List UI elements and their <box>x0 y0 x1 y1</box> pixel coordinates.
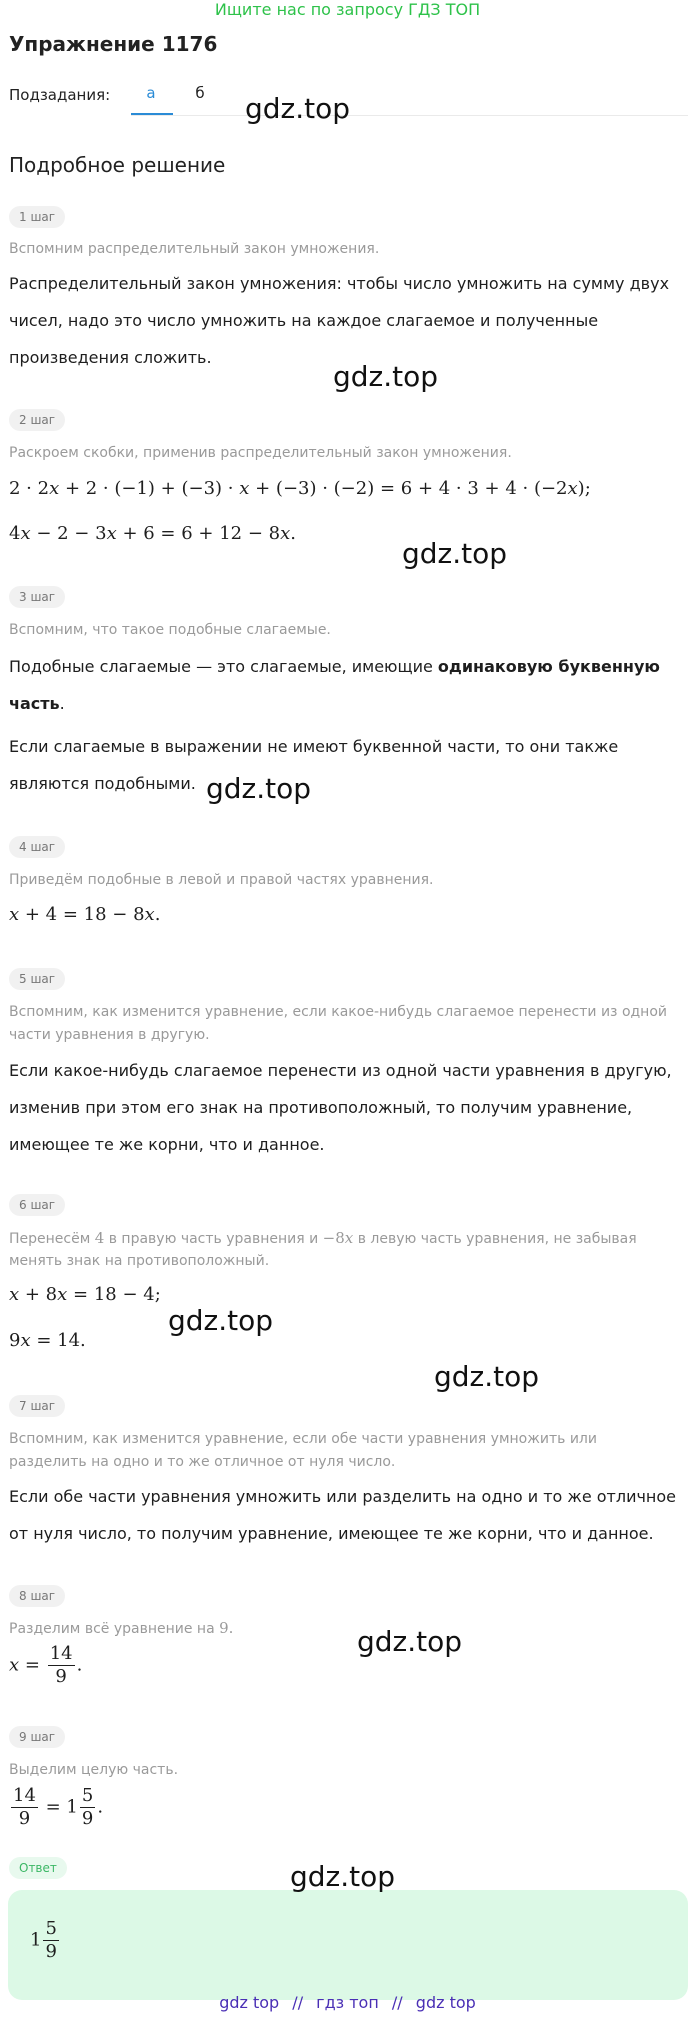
watermark: gdz.top <box>206 772 312 805</box>
step-hint: Выделим целую часть. <box>9 1762 179 1778</box>
watermark: gdz.top <box>333 360 439 393</box>
step-text-line: Распределительный закон умножения: чтобы число умножить на сумму двух <box>9 274 670 293</box>
watermark: gdz.top <box>402 537 508 570</box>
watermark: gdz.top <box>245 92 351 125</box>
step-text-line: чисел, надо это число умножить на каждое слагаемое и полученные <box>9 311 599 330</box>
step-hint: Раскроем скобки, применив распределительный закон умножения. <box>9 445 512 461</box>
step-hint: Вспомним распределительный закон умножения. <box>9 241 380 257</box>
equation: 9x = 14. <box>9 1330 86 1351</box>
step-text-line: являются подобными. <box>9 774 196 793</box>
equation: 4x − 2 − 3x + 6 = 6 + 12 − 8x. <box>9 523 296 544</box>
watermark: gdz.top <box>168 1304 274 1337</box>
subtasks-label: Подзадания: <box>9 86 111 104</box>
step-hint: Вспомним, как изменится уравнение, если обе части уравнения умножить или <box>9 1431 597 1447</box>
step-hint: Приведём подобные в левой и правой частях уравнения. <box>9 872 434 888</box>
definition-text: часть. <box>9 694 65 713</box>
equation: x = $\frac{14}{9}$ . <box>9 1643 83 1687</box>
answer-box <box>8 1890 688 2000</box>
step-hint: Разделим всё уравнение на 9. <box>9 1619 234 1637</box>
equation: $\frac{14}{9}$ = 1 $\frac{5}{9}$ . <box>13 1785 104 1829</box>
step-badge: 9 шаг <box>9 1726 65 1748</box>
step-text-line: Если какое-нибудь слагаемое перенести из одной части уравнения в другую, <box>9 1061 672 1080</box>
step-text-line: Если слагаемые в выражении не имеют буквенной части, то они также <box>9 737 619 756</box>
step-badge: 1 шаг <box>9 206 65 228</box>
subtask-tab-b[interactable]: б <box>195 84 205 102</box>
equation: 2 · 2x + 2 · (−1) + (−3) · x + (−3) · (−2) = 6 + 4 · 3 + 4 · (−2x); <box>9 478 591 499</box>
step-badge: 3 шаг <box>9 586 65 608</box>
step-badge: 6 шаг <box>9 1194 65 1216</box>
step-badge: 5 шаг <box>9 968 65 990</box>
footer-link[interactable]: gdz top <box>415 1993 476 2012</box>
watermark: gdz.top <box>434 1360 540 1393</box>
tabs-divider <box>131 115 688 116</box>
step-badge: 8 шаг <box>9 1585 65 1607</box>
footer-separator: // <box>292 1993 304 2012</box>
step-badge: 7 шаг <box>9 1395 65 1417</box>
step-text-line: произведения сложить. <box>9 348 212 367</box>
definition-text: Подобные слагаемые — это слагаемые, имеющие одинаковую буквенную <box>9 657 660 676</box>
watermark: gdz.top <box>357 1625 463 1658</box>
equation: x + 8x = 18 − 4; <box>9 1284 161 1305</box>
step-badge: 2 шаг <box>9 409 65 431</box>
step-text-line: имеющее те же корни, что и данное. <box>9 1135 325 1154</box>
answer-value: 1 $\frac{5}{9}$ <box>30 1918 57 1962</box>
step-hint: Перенесём 4 в правую часть уравнения и −8x в левую часть уравнения, не забывая <box>9 1229 637 1247</box>
step-hint: Вспомним, как изменится уравнение, если какое-нибудь слагаемое перенести из одной <box>9 1004 667 1020</box>
section-title: Подробное решение <box>9 153 226 177</box>
step-hint: части уравнения в другую. <box>9 1027 210 1043</box>
answer-badge: Ответ <box>9 1857 67 1879</box>
step-badge: 4 шаг <box>9 836 65 858</box>
equation: x + 4 = 18 − 8x. <box>9 904 161 925</box>
footer-link[interactable]: гдз топ <box>316 1993 379 2012</box>
watermark: gdz.top <box>290 1860 396 1893</box>
step-hint: менять знак на противоположный. <box>9 1253 270 1269</box>
footer-link[interactable]: gdz top <box>219 1993 280 2012</box>
page-title: Упражнение 1176 <box>9 32 218 56</box>
footer-separator: // <box>391 1993 403 2012</box>
top-search-link[interactable]: Ищите нас по запросу ГДЗ ТОП <box>214 0 481 19</box>
step-text-line: изменив при этом его знак на противоположный, то получим уравнение, <box>9 1098 633 1117</box>
footer-links <box>0 1993 695 2012</box>
subtask-tab-a[interactable]: а <box>146 84 156 102</box>
step-text-line: Если обе части уравнения умножить или разделить на одно и то же отличное <box>9 1487 677 1506</box>
step-text-line: от нуля число, то получим уравнение, имеющее те же корни, что и данное. <box>9 1524 654 1543</box>
step-hint: разделить на одно и то же отличное от нуля число. <box>9 1454 396 1470</box>
active-tab-indicator <box>131 113 173 115</box>
step-hint: Вспомним, что такое подобные слагаемые. <box>9 622 331 638</box>
